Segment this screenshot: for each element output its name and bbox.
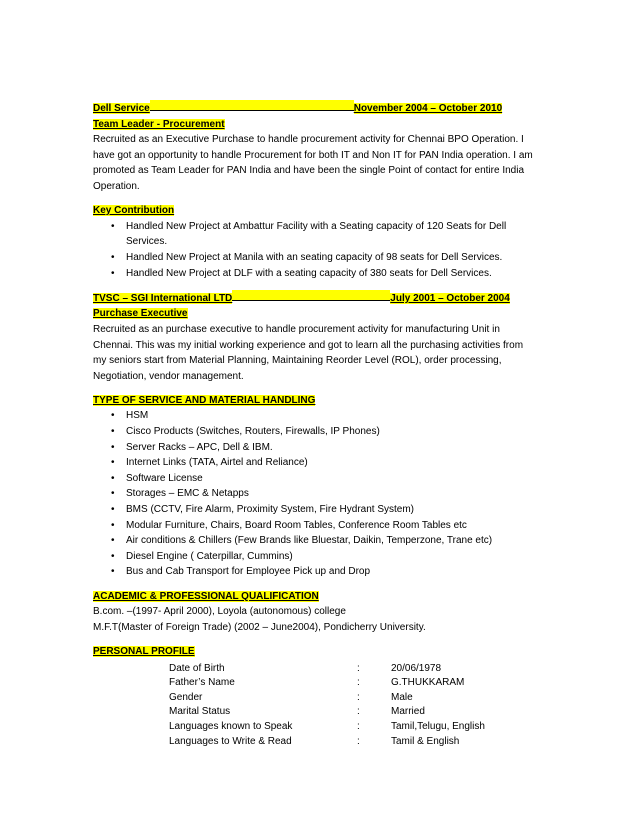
field-separator: : bbox=[357, 706, 360, 718]
table-row bbox=[169, 720, 485, 735]
academic-heading: ACADEMIC & PROFESSIONAL QUALIFICATION bbox=[93, 590, 319, 602]
bullet-icon: • bbox=[111, 535, 115, 547]
services-list bbox=[93, 408, 533, 580]
bullet-icon: • bbox=[111, 519, 115, 531]
field-separator: : bbox=[357, 677, 360, 689]
list-item: • Diesel Engine ( Caterpillar, Cummins) bbox=[93, 549, 533, 565]
table-row bbox=[169, 676, 485, 691]
field-value: Married bbox=[391, 706, 425, 718]
field-label: Date of Birth bbox=[169, 662, 225, 674]
list-item: • Internet Links (TATA, Airtel and Reliance) bbox=[93, 455, 533, 471]
bullet-icon: • bbox=[111, 550, 115, 562]
personal-heading: PERSONAL PROFILE bbox=[93, 645, 195, 657]
list-item: • Bus and Cab Transport for Employee Pick up and Drop bbox=[93, 564, 533, 580]
field-value: Tamil,Telugu, English bbox=[391, 720, 485, 732]
bullet-icon: • bbox=[111, 504, 115, 516]
field-separator: : bbox=[357, 691, 360, 703]
list-item: • Software License bbox=[93, 471, 533, 487]
resume-page bbox=[93, 100, 533, 749]
job-description: Recruited as an Executive Purchase to handle procurement activity for Chennai BPO Operation. I have got an opportunity to handle Procurement for both IT and Non IT for PAN India operation. I am promoted as Team Leader for PAN India and have been the single Point of contact for entire India Operation. bbox=[93, 134, 533, 192]
field-value: 20/06/1978 bbox=[391, 662, 442, 674]
list-item: • HSM bbox=[93, 408, 533, 424]
qualification-line: B.com. –(1997- April 2000), Loyola (autonomous) college bbox=[93, 606, 346, 618]
qualification-line: M.F.T(Master of Foreign Trade) (2002 – June2004), Pondicherry University. bbox=[93, 621, 426, 633]
list-item: • Handled New Project at Ambattur Facility with a Seating capacity of 120 Seats for Dell Services. bbox=[111, 220, 507, 248]
job-header bbox=[93, 290, 533, 307]
bullet-icon: • bbox=[111, 426, 115, 438]
field-separator: : bbox=[357, 662, 360, 674]
job-tvsc bbox=[93, 290, 533, 385]
table-row bbox=[169, 691, 485, 706]
bullet-icon: • bbox=[111, 220, 115, 232]
services-section bbox=[93, 393, 533, 580]
field-separator: : bbox=[357, 735, 360, 747]
field-value: Male bbox=[391, 691, 413, 703]
table-row bbox=[169, 662, 485, 677]
table-row bbox=[169, 735, 485, 750]
bullet-icon: • bbox=[111, 251, 115, 263]
job-description: Recruited as an purchase executive to handle procurement activity for manufacturing Unit in Chennai. This was my initial working experience and got to learn all the purchasing activities from my seniors start from Material Planning, Maintaining Reorder Level (ROL), order processing, Negotiation, vendor management. bbox=[93, 323, 524, 382]
job-period: July 2001 – October 2004 bbox=[390, 292, 510, 304]
field-label: Languages known to Speak bbox=[169, 720, 293, 732]
table-row bbox=[169, 705, 485, 720]
field-label: Languages to Write & Read bbox=[169, 735, 292, 747]
job-dell-service bbox=[93, 100, 533, 281]
contribution-list bbox=[93, 219, 533, 281]
bullet-icon: • bbox=[111, 457, 115, 469]
bullet-icon: • bbox=[111, 441, 115, 453]
job-role: Team Leader - Procurement bbox=[93, 118, 225, 130]
academic-section bbox=[93, 589, 533, 636]
list-item: • Handled New Project at Manila with an seating capacity of 98 seats for Dell Services. bbox=[93, 250, 533, 266]
bullet-icon: • bbox=[111, 566, 115, 578]
field-label: Marital Status bbox=[169, 706, 231, 718]
personal-section bbox=[93, 644, 533, 749]
key-contribution-heading: Key Contribution bbox=[93, 205, 175, 217]
list-item: • Storages – EMC & Netapps bbox=[93, 486, 533, 502]
bullet-icon: • bbox=[111, 472, 115, 484]
job-header bbox=[93, 100, 533, 117]
list-item: • Air conditions & Chillers (Few Brands like Bluestar, Daikin, Temperzone, Trane etc) bbox=[93, 533, 533, 549]
list-item: • Server Racks – APC, Dell & IBM. bbox=[93, 440, 533, 456]
field-label: Father’s Name bbox=[169, 677, 235, 689]
bullet-icon: • bbox=[111, 488, 115, 500]
personal-table bbox=[169, 662, 485, 750]
bullet-icon: • bbox=[111, 410, 115, 422]
field-value: Tamil & English bbox=[391, 735, 460, 747]
header-rule bbox=[150, 100, 354, 111]
list-item: • Cisco Products (Switches, Routers, Firewalls, IP Phones) bbox=[93, 424, 533, 440]
field-label: Gender bbox=[169, 691, 203, 703]
company-name: Dell Service bbox=[93, 103, 150, 114]
list-item: • Handled New Project at DLF with a seating capacity of 380 seats for Dell Services. bbox=[93, 266, 533, 282]
field-separator: : bbox=[357, 720, 360, 732]
list-item: • BMS (CCTV, Fire Alarm, Proximity System, Fire Hydrant System) bbox=[93, 502, 533, 518]
field-value: G.THUKKARAM bbox=[391, 677, 465, 689]
company-name: TVSC – SGI International LTD bbox=[93, 292, 233, 304]
services-heading: TYPE OF SERVICE AND MATERIAL HANDLING bbox=[93, 394, 316, 406]
job-role: Purchase Executive bbox=[93, 308, 188, 320]
header-rule bbox=[232, 290, 390, 301]
bullet-icon: • bbox=[111, 267, 115, 279]
list-item: • Modular Furniture, Chairs, Board Room Tables, Conference Room Tables etc bbox=[93, 518, 533, 534]
job-period: November 2004 – October 2010 bbox=[353, 103, 503, 114]
